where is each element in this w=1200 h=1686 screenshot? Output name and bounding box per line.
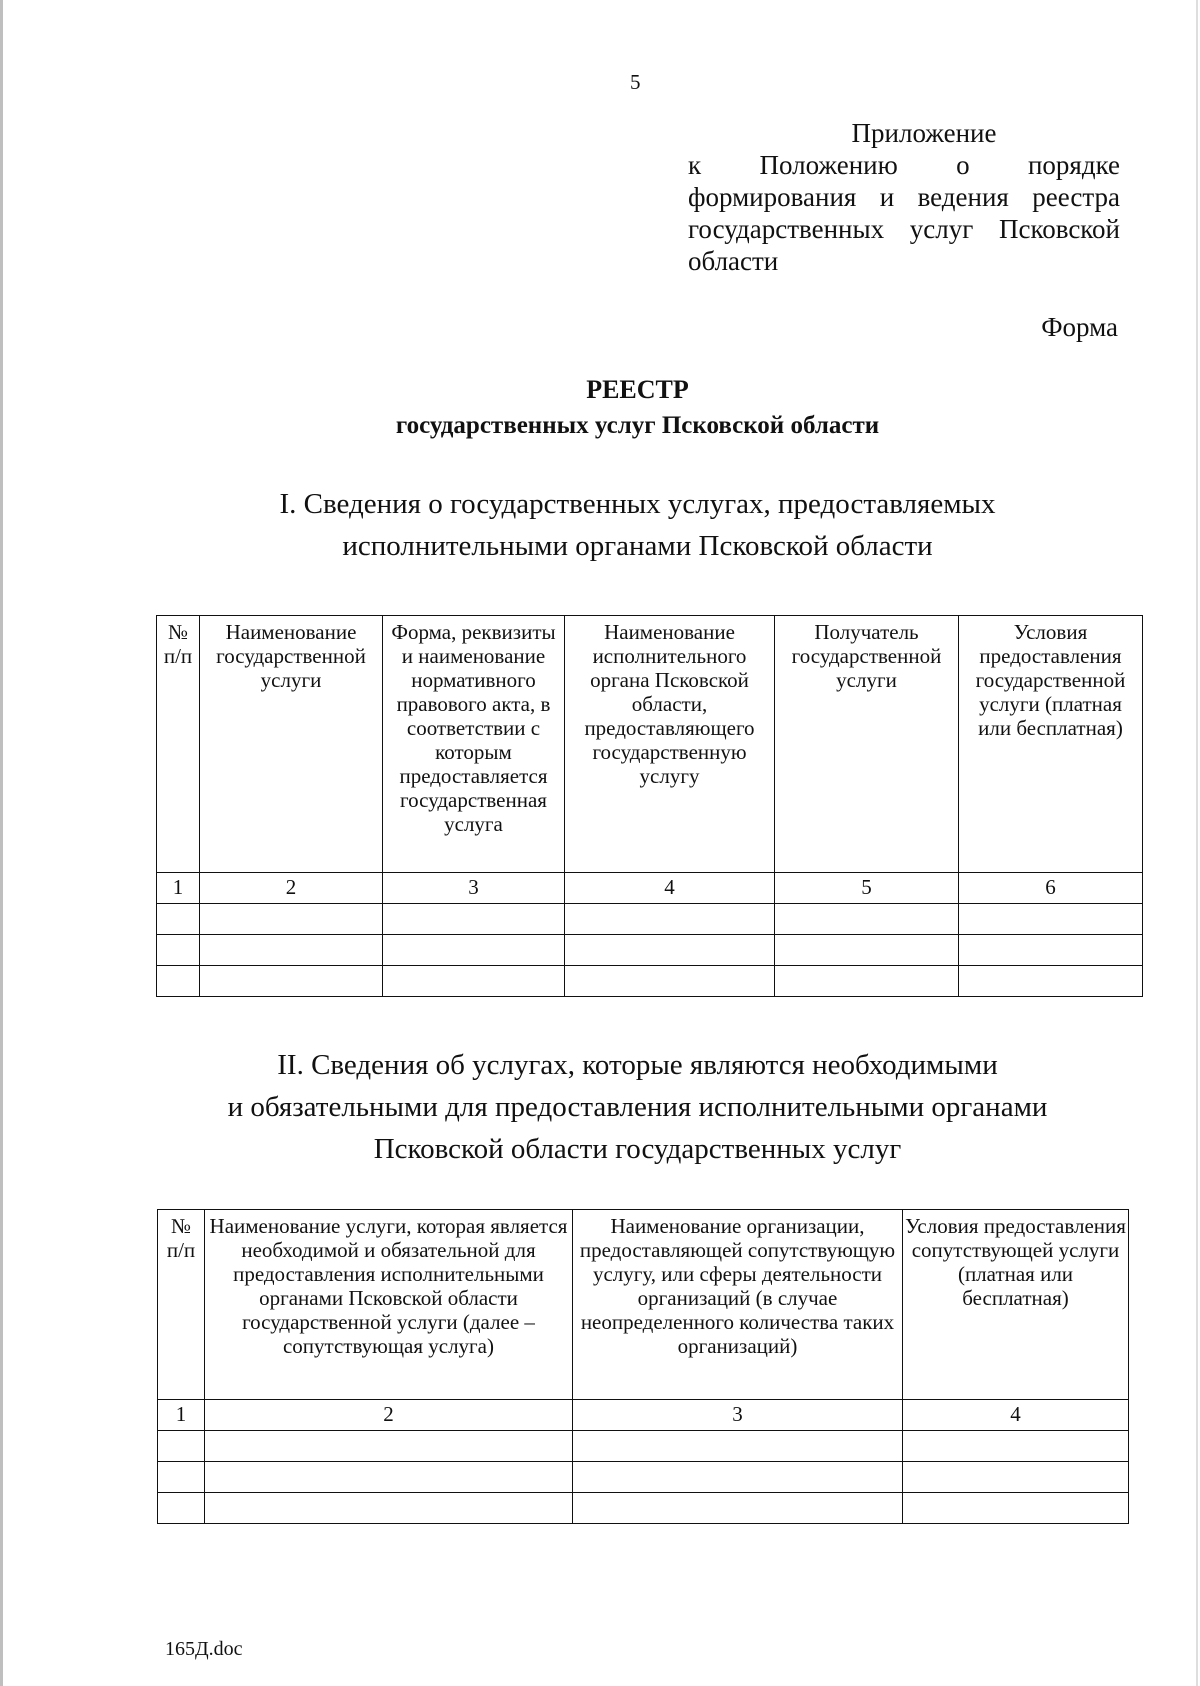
services-colnum-2: 2 [200,873,383,904]
related-services-table-empty-row [158,1431,1129,1462]
table-cell [903,1431,1129,1462]
table-cell [903,1493,1129,1524]
related-header-conditions: Условия предоставления сопутствующей услуги (платная или бесплатная) [903,1210,1129,1400]
related-colnum-4: 4 [903,1400,1129,1431]
table-cell [903,1462,1129,1493]
table-cell [959,904,1143,935]
services-header-recipient: Получатель государственной услуги [775,616,959,873]
appendix-line-2: формирования и ведения реестра [688,182,1120,212]
table-cell [383,935,565,966]
services-colnum-1: 1 [157,873,200,904]
table-cell [205,1431,573,1462]
related-header-organization: Наименование организации, предоставляющей сопутствующую услугу, или сферы деятельности организаций (в случае неопределенного количества таких организаций) [573,1210,903,1400]
services-colnum-3: 3 [383,873,565,904]
table-cell [565,904,775,935]
related-header-number: № п/п [158,1210,205,1400]
appendix-block [688,117,1120,277]
scan-edge-left [0,0,3,1686]
related-colnum-1: 1 [158,1400,205,1431]
table-cell [158,1431,205,1462]
table-cell [158,1493,205,1524]
table-cell [200,966,383,997]
table-cell [775,904,959,935]
services-colnum-6: 6 [959,873,1143,904]
table-cell [565,966,775,997]
table-cell [573,1431,903,1462]
section1-heading [0,483,1200,567]
section2-heading [0,1044,1200,1170]
table-cell [157,904,200,935]
table-cell [205,1462,573,1493]
table-cell [383,904,565,935]
related-services-table-header-row [158,1210,1129,1400]
related-colnum-2: 2 [205,1400,573,1431]
table-cell [565,935,775,966]
section2-heading-line-3: Псковской области государственных услуг [373,1133,902,1165]
appendix-line-4: области [688,246,779,276]
form-label: Форма [1041,312,1118,342]
related-services-table-empty-row [158,1493,1129,1524]
services-header-executive-body: Наименование исполнительного органа Псковской области, предоставляющего государственную услугу [565,616,775,873]
registry-subtitle: государственных услуг Псковской области [395,412,880,439]
services-colnum-4: 4 [565,873,775,904]
table-cell [383,966,565,997]
appendix-line-3: государственных услуг Псковской [688,214,1120,244]
table-cell [200,935,383,966]
services-header-service-name: Наименование государственной услуги [200,616,383,873]
appendix-line-1: к Положению о порядке [688,150,1120,180]
services-table-empty-row [157,904,1143,935]
table-cell [573,1493,903,1524]
registry-title: РЕЕСТР [586,375,689,404]
appendix-title: Приложение [851,118,997,148]
services-table [156,615,1143,997]
section2-heading-line-2: и обязательными для предоставления исполнительными органами [227,1091,1048,1123]
table-cell [157,935,200,966]
page-number: 5 [630,70,641,94]
services-table-empty-row [157,935,1143,966]
services-header-legal-act: Форма, реквизиты и наименование нормативного правового акта, в соответствии с которым предоставляется государственная услуга [383,616,565,873]
related-colnum-3: 3 [573,1400,903,1431]
table-cell [157,966,200,997]
services-header-conditions: Условия предоставления государственной услуги (платная или бесплатная) [959,616,1143,873]
table-cell [573,1462,903,1493]
related-services-table-column-numbers-row [158,1400,1129,1431]
table-cell [200,904,383,935]
related-services-table [157,1209,1129,1524]
table-cell [205,1493,573,1524]
services-colnum-5: 5 [775,873,959,904]
section1-heading-line-2: исполнительными органами Псковской области [342,530,933,562]
services-table-empty-row [157,966,1143,997]
services-header-number: № п/п [157,616,200,873]
services-table-column-numbers-row [157,873,1143,904]
footer-filename: 165Д.doc [165,1638,243,1660]
table-cell [775,935,959,966]
scan-edge-right [1196,0,1198,1686]
related-header-service-name: Наименование услуги, которая является необходимой и обязательной для предоставления исполнительными органами Псковской области государственной услуги (далее – сопутствующая услуга) [205,1210,573,1400]
related-services-table-empty-row [158,1462,1129,1493]
section2-heading-line-1: II. Сведения об услугах, которые являются необходимыми [277,1049,998,1081]
table-cell [959,935,1143,966]
table-cell [959,966,1143,997]
table-cell [158,1462,205,1493]
services-table-header-row [157,616,1143,873]
table-cell [775,966,959,997]
section1-heading-line-1: I. Сведения о государственных услугах, предоставляемых [279,488,996,520]
